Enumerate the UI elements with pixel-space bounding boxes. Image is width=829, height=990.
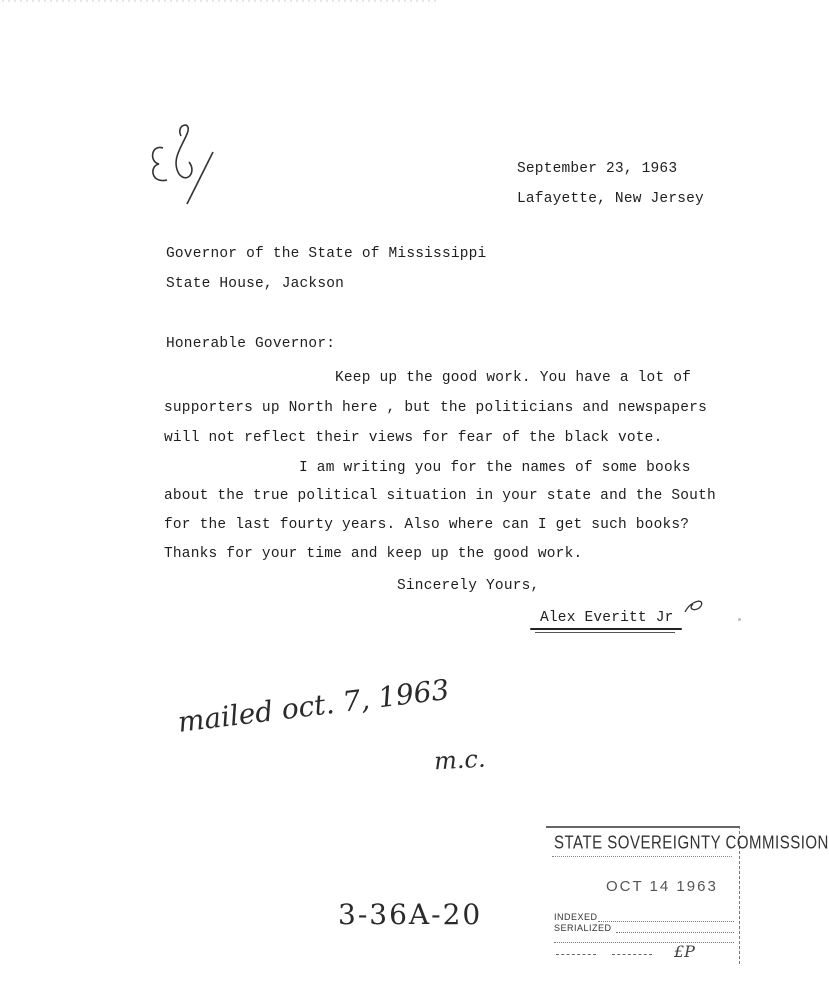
body-line: supporters up North here , but the politicians and newspapers xyxy=(164,400,707,416)
closing: Sincerely Yours, xyxy=(397,578,540,594)
signature-flourish-mark xyxy=(683,598,707,616)
signature-underline-thin xyxy=(535,632,675,633)
body-line: about the true political situation in your state and the South xyxy=(164,488,716,504)
body-line: for the last fourty years. Also where can I get such books? xyxy=(164,517,690,533)
body-line: will not reflect their views for fear of the black vote. xyxy=(164,430,663,446)
stamp-dash-2 xyxy=(612,954,652,955)
stamp-date: OCT 14 1963 xyxy=(606,878,718,895)
body-line: Thanks for your time and keep up the good work. xyxy=(164,546,583,562)
body-line: Keep up the good work. You have a lot of xyxy=(335,370,692,386)
signature-typed: Alex Everitt Jr xyxy=(540,610,674,626)
addressee-line-2: State House, Jackson xyxy=(166,276,345,292)
stamp-serialized-label: SERIALIZED xyxy=(554,923,612,933)
body-line: I am writing you for the names of some books xyxy=(299,460,691,476)
file-number: 3-36A-20 xyxy=(338,898,483,931)
letter-place: Lafayette, New Jersey xyxy=(517,191,704,207)
mailed-note: mailed oct. 7, 1963 xyxy=(175,672,451,739)
stamp-handwritten-mark: £P xyxy=(674,942,695,961)
stamp-extra-line xyxy=(554,942,734,943)
stamp-indexed-label: INDEXED xyxy=(554,912,598,922)
handwritten-initials-mark xyxy=(145,118,225,208)
letter-date: September 23, 1963 xyxy=(517,161,678,177)
stamp-title-rule xyxy=(552,856,732,857)
margin-speck xyxy=(738,618,741,621)
salutation: Honerable Governor: xyxy=(166,336,336,352)
signature-underline xyxy=(530,628,682,630)
stamp-title: STATE SOVEREIGNTY COMMISSION xyxy=(554,832,829,854)
stamp-serialized-line xyxy=(616,932,734,933)
stamp-indexed-line xyxy=(598,921,734,922)
handwritten-initials: m.c. xyxy=(433,744,487,776)
commission-stamp xyxy=(546,826,829,964)
stamp-dash-1 xyxy=(556,954,596,955)
top-edge-dots xyxy=(0,0,440,2)
addressee-line-1: Governor of the State of Mississippi xyxy=(166,246,487,262)
